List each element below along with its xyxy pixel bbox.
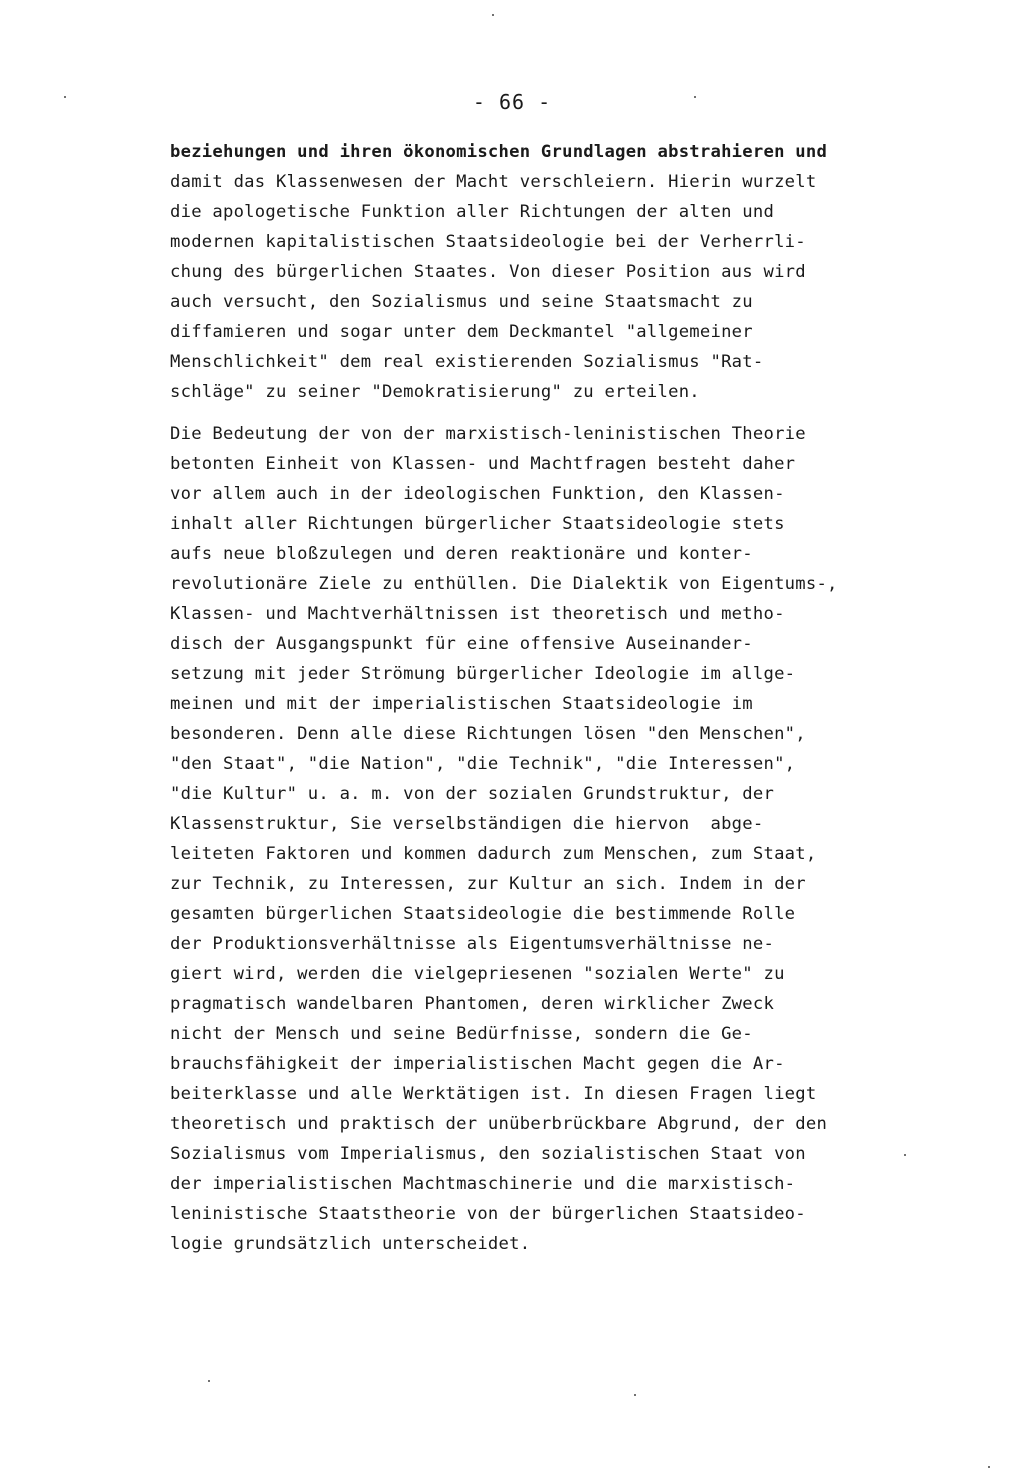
text-line: schläge" zu seiner "Demokratisierung" zu erteilen. (170, 382, 700, 402)
text-line: besonderen. Denn alle diese Richtungen lösen "den Menschen", (170, 724, 806, 744)
text-line: damit das Klassenwesen der Macht verschleiern. Hierin wurzelt (170, 172, 817, 192)
text-line: leiteten Faktoren und kommen dadurch zum Menschen, zum Staat, (170, 844, 817, 864)
scan-speck (634, 1394, 636, 1396)
scan-speck (988, 1466, 990, 1468)
text-line: zur Technik, zu Interessen, zur Kultur an sich. Indem in der (170, 874, 806, 894)
text-line: pragmatisch wandelbaren Phantomen, deren wirklicher Zweck (170, 994, 775, 1014)
scan-speck (492, 14, 494, 16)
text-line: vor allem auch in der ideologischen Funktion, den Klassen- (170, 484, 785, 504)
text-line: beziehungen und ihren ökonomischen Grundlagen abstrahieren und (170, 142, 828, 162)
text-line: setzung mit jeder Strömung bürgerlicher Ideologie im allge- (170, 664, 796, 684)
text-line: "die Kultur" u. a. m. von der sozialen Grundstruktur, der (170, 784, 775, 804)
text-line: chung des bürgerlichen Staates. Von dieser Position aus wird (170, 262, 806, 282)
text-line: logie grundsätzlich unterscheidet. (170, 1234, 531, 1254)
text-line: nicht der Mensch und seine Bedürfnisse, sondern die Ge- (170, 1024, 753, 1044)
text-line: Sozialismus vom Imperialismus, den sozialistischen Staat von (170, 1144, 806, 1164)
text-line: leninistische Staatstheorie von der bürgerlichen Staatsideo- (170, 1204, 806, 1224)
text-line: brauchsfähigkeit der imperialistischen Macht gegen die Ar- (170, 1054, 785, 1074)
text-line: beiterklasse und alle Werktätigen ist. In diesen Fragen liegt (170, 1084, 817, 1104)
text-line: Klassenstruktur, Sie verselbständigen die hiervon abge- (170, 814, 764, 834)
scan-speck (904, 1154, 906, 1156)
text-line: auch versucht, den Sozialismus und seine Staatsmacht zu (170, 292, 753, 312)
text-line: diffamieren und sogar unter dem Deckmantel "allgemeiner (170, 322, 753, 342)
text-line: aufs neue bloßzulegen und deren reaktionäre und konter- (170, 544, 753, 564)
text-line: Die Bedeutung der von der marxistisch-leninistischen Theorie (170, 424, 806, 444)
text-line: revolutionäre Ziele zu enthüllen. Die Dialektik von Eigentums-, (170, 574, 838, 594)
text-line: meinen und mit der imperialistischen Staatsideologie im (170, 694, 753, 714)
paragraph-1 (170, 137, 930, 407)
text-line: theoretisch und praktisch der unüberbrückbare Abgrund, der den (170, 1114, 828, 1134)
text-line: Menschlichkeit" dem real existierenden Sozialismus "Rat- (170, 352, 764, 372)
text-line: modernen kapitalistischen Staatsideologie bei der Verherrli- (170, 232, 806, 252)
text-line: giert wird, werden die vielgepriesenen "sozialen Werte" zu (170, 964, 785, 984)
page-number: - 66 - (472, 90, 552, 114)
scan-speck (208, 1380, 210, 1382)
scan-speck (64, 96, 66, 98)
text-line: inhalt aller Richtungen bürgerlicher Staatsideologie stets (170, 514, 785, 534)
text-line: Klassen- und Machtverhältnissen ist theoretisch und metho- (170, 604, 785, 624)
scan-speck (694, 96, 696, 98)
text-line: der Produktionsverhältnisse als Eigentumsverhältnisse ne- (170, 934, 775, 954)
text-line: betonten Einheit von Klassen- und Machtfragen besteht daher (170, 454, 796, 474)
text-line: "den Staat", "die Nation", "die Technik", "die Interessen", (170, 754, 796, 774)
paragraph-2 (170, 419, 930, 1259)
text-line: disch der Ausgangspunkt für eine offensive Auseinander- (170, 634, 753, 654)
text-line: gesamten bürgerlichen Staatsideologie die bestimmende Rolle (170, 904, 796, 924)
text-line: die apologetische Funktion aller Richtungen der alten und (170, 202, 775, 222)
text-line: der imperialistischen Machtmaschinerie und die marxistisch- (170, 1174, 796, 1194)
